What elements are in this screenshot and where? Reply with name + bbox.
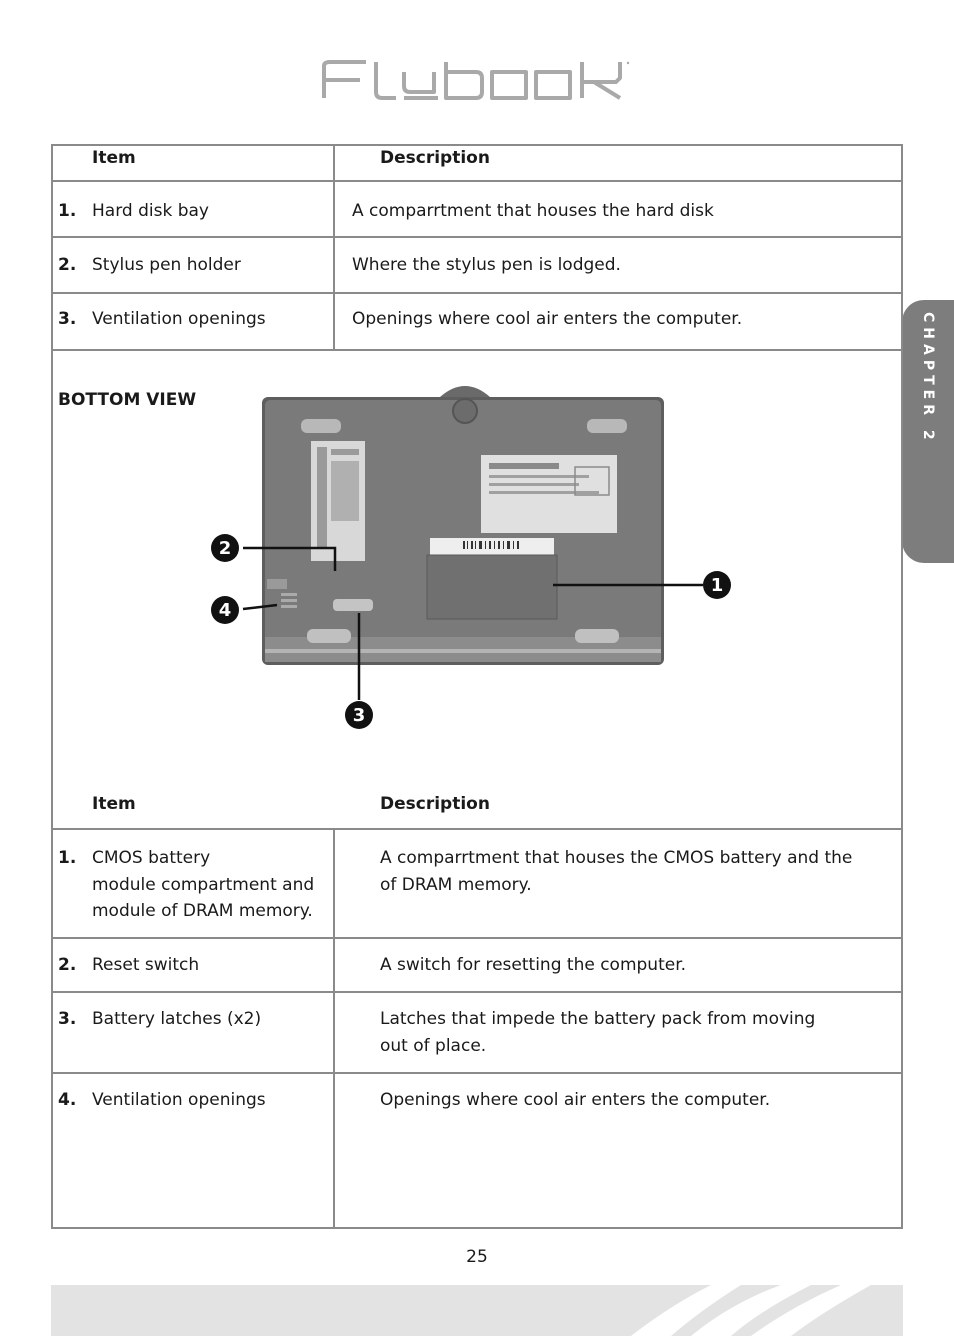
row-item: module of DRAM memory. — [92, 901, 313, 921]
bottom-view-figure — [205, 375, 745, 740]
row-item: Ventilation openings — [92, 309, 266, 329]
divider — [51, 180, 903, 182]
callout-4: 4 — [218, 600, 232, 621]
divider — [51, 828, 903, 830]
row-description: Where the stylus pen is lodged. — [352, 255, 621, 275]
callout-2: 2 — [218, 538, 232, 559]
header-description: Description — [380, 148, 490, 168]
footer-swirl-decoration — [51, 1285, 903, 1336]
row-description: A comparrtment that houses the hard disk — [352, 201, 714, 221]
row-item: Hard disk bay — [92, 201, 209, 221]
row-item: Stylus pen holder — [92, 255, 241, 275]
divider — [51, 292, 903, 294]
row-number: 2. — [58, 255, 77, 275]
row-description: out of place. — [380, 1036, 487, 1056]
row-item: Ventilation openings — [92, 1090, 266, 1110]
column-divider — [333, 144, 335, 350]
header-item: Item — [92, 148, 136, 168]
row-number: 1. — [58, 201, 77, 221]
header-description: Description — [380, 794, 490, 814]
row-description: A switch for resetting the computer. — [380, 955, 687, 975]
divider — [51, 1072, 903, 1074]
row-number: 1. — [58, 848, 77, 868]
row-number: 2. — [58, 955, 77, 975]
row-description: Openings where cool air enters the computer. — [380, 1090, 771, 1110]
divider — [51, 937, 903, 939]
row-description: Openings where cool air enters the computer. — [352, 309, 743, 329]
bottom-view-heading: BOTTOM VIEW — [58, 390, 197, 410]
page-number: 25 — [466, 1247, 488, 1267]
footer-band — [51, 1285, 903, 1336]
row-description: A comparrtment that houses the CMOS battery and the — [380, 848, 853, 868]
divider — [51, 236, 903, 238]
row-item: Battery latches (x2) — [92, 1009, 262, 1029]
row-description: Latches that impede the battery pack from moving — [380, 1009, 816, 1029]
row-item: Reset switch — [92, 955, 200, 975]
row-number: 3. — [58, 309, 77, 329]
row-item: CMOS battery — [92, 848, 211, 868]
row-number: 3. — [58, 1009, 77, 1029]
divider — [51, 991, 903, 993]
header-item: Item — [92, 794, 136, 814]
row-item: module compartment and — [92, 875, 315, 895]
flybook-logo — [320, 58, 632, 102]
divider — [51, 349, 903, 351]
row-description: of DRAM memory. — [380, 875, 532, 895]
callout-1: 1 — [710, 575, 724, 596]
callout-3: 3 — [352, 705, 366, 726]
column-divider — [333, 828, 335, 1228]
row-number: 4. — [58, 1090, 77, 1110]
